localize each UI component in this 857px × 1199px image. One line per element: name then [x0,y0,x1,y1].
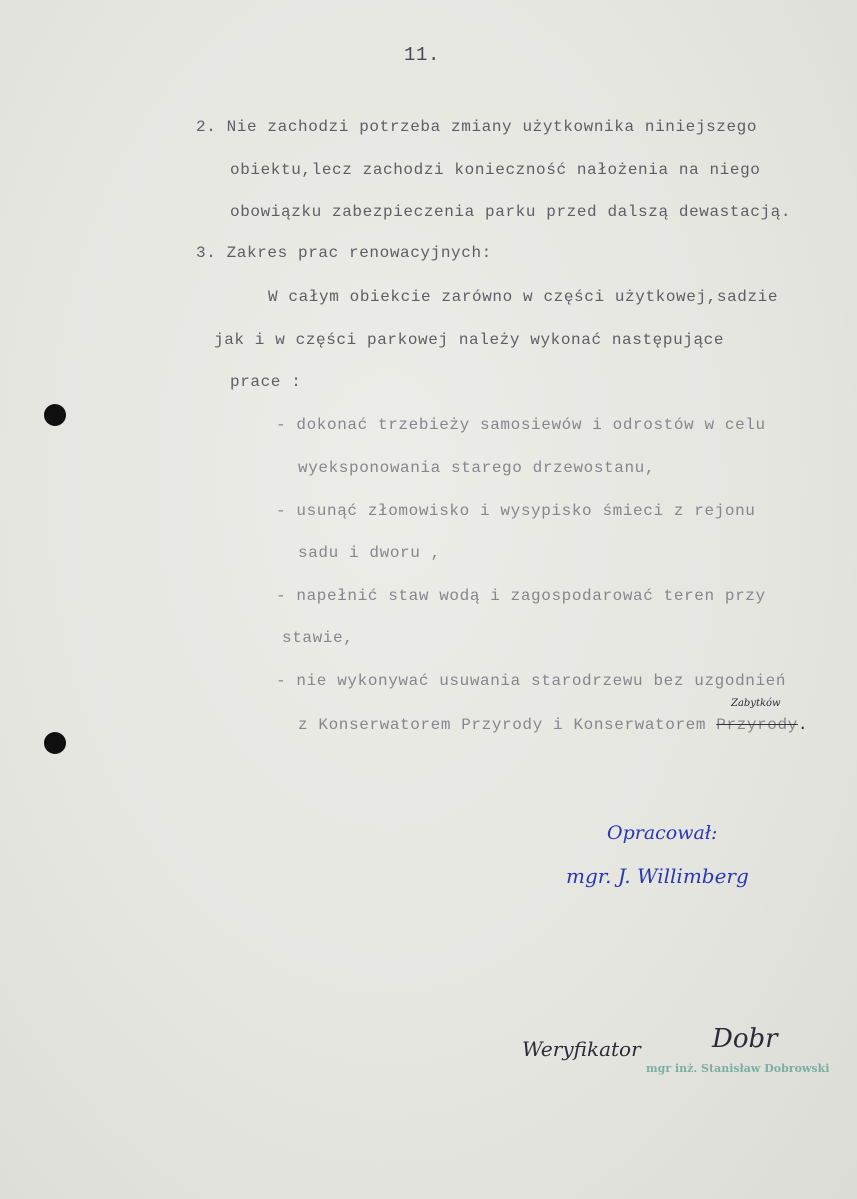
line-end-period: . [797,716,809,734]
struck-word: Przyrody [716,716,798,734]
verifier-label: Weryfikator [522,1037,641,1061]
last-line-text: z Konserwatorem Przyrody i Konserwatorem [298,716,707,734]
text-line: obowiązku zabezpieczenia parku przed dalszą dewastacją. [230,203,792,221]
text-line: sadu i dworu , [298,544,441,562]
text-line: wyeksponowania starego drzewostanu, [298,459,656,477]
verifier-signature: Dobr [712,1024,778,1054]
text-line: stawie, [282,629,354,647]
text-line: 2. Nie zachodzi potrzeba zmiany użytkownika niniejszego [196,118,758,136]
text-line: - usunąć złomowisko i wysypisko śmieci z rejonu [276,502,756,520]
text-line: - napełnić staw wodą i zagospodarować teren przy [276,587,766,605]
text-line: - dokonać trzebieży samosiewów i odrostów w celu [276,416,766,434]
punch-hole [44,732,66,754]
text-line: 3. Zakres prac renowacyjnych: [196,244,492,262]
text-line-last [298,716,808,734]
text-line: obiektu,lecz zachodzi konieczność nałożenia na niego [230,161,761,179]
prepared-by-name: mgr. J. Willimberg [566,864,749,888]
text-line: prace : [230,373,302,391]
page-number: 11. [404,44,441,66]
inserted-word: Zabytków [731,698,781,709]
text-line: - nie wykonywać usuwania starodrzewu bez uzgodnień [276,672,787,690]
prepared-by-label: Opracował: [607,822,718,844]
punch-hole [44,404,66,426]
verifier-stamp: mgr inż. Stanisław Dobrowski [646,1062,830,1075]
text-line: jak i w części parkowej należy wykonać następujące [214,331,725,349]
text-line: W całym obiekcie zarówno w części użytkowej,sadzie [268,288,779,306]
